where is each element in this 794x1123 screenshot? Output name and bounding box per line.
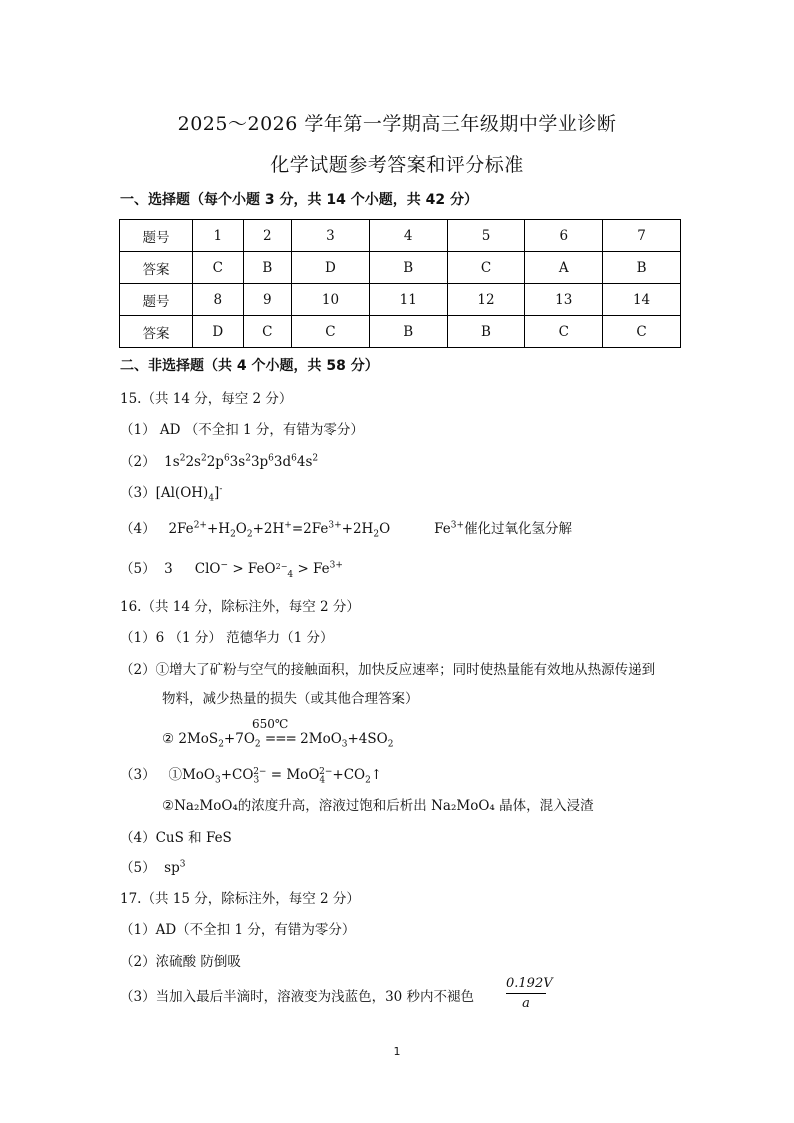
table-cell: C [447, 252, 525, 284]
page-number: 1 [393, 1045, 401, 1058]
q16-answer-5: （5） $sp^3$ [120, 859, 186, 876]
q16-answer-3-line1: （3） $①MoO_3+CO_3^{2-}$ = $MoO_4^{2-}+CO_2↑$ [120, 766, 383, 786]
table-cell: 10 [292, 284, 370, 316]
table-cell: C [292, 316, 370, 348]
table-cell: 14 [603, 284, 681, 316]
table-cell: 答案 [120, 316, 193, 348]
reaction-condition: 650℃ [252, 717, 289, 731]
fraction-denominator: a [522, 996, 530, 1011]
table-cell: A [525, 252, 603, 284]
q17-answer-1: （1）AD（不全扣 1 分，有错为零分） [120, 922, 356, 938]
table-cell: 7 [603, 220, 681, 252]
table-cell: 5 [447, 220, 525, 252]
table-cell: B [603, 252, 681, 284]
table-cell: 12 [447, 284, 525, 316]
table-cell: C [525, 316, 603, 348]
table-cell: C [603, 316, 681, 348]
table-cell: 8 [193, 284, 244, 316]
q15-answer-5: （5） 3 $ClO^- > FeO_{2-4} > Fe^{3+}$ [120, 560, 343, 580]
q16-answer-4: （4）CuS 和 FeS [120, 830, 232, 846]
table-row [120, 316, 681, 348]
section-nonchoice-heading: 二、非选择题（共 4 个小题，共 58 分） [120, 358, 379, 374]
table-cell: B [369, 252, 447, 284]
section-choice-heading: 一、选择题（每个小题 3 分，共 14 个小题，共 42 分） [120, 192, 478, 208]
q16-answer-1: （1）6 （1 分） 范德华力（1 分） [120, 630, 334, 646]
q15-heading: 15.（共 14 分，每空 2 分） [120, 391, 293, 407]
q17-answer-3: （3）当加入最后半滴时，溶液变为浅蓝色，30 秒内不褪色 [120, 989, 475, 1005]
answer-table [119, 219, 681, 348]
q16-answer-3-line2: ②Na₂MoO₄的浓度升高，溶液过饱和后析出 Na₂MoO₄ 晶体，混入浸渣 [162, 798, 594, 814]
q15-answer-3: $(3)[Al(OH)_4]^-$ [120, 484, 223, 504]
fraction-numerator: 0.192V [506, 976, 546, 994]
table-cell: 9 [243, 284, 292, 316]
table-cell: 2 [243, 220, 292, 252]
q15-answer-1: （1） AD （不全扣 1 分，有错为零分） [120, 422, 364, 438]
table-cell: B [447, 316, 525, 348]
table-cell: 6 [525, 220, 603, 252]
q15-answer-4: （4） $2Fe^{2+}+H_2O_2+2H^+=2Fe^{3+}+2H_2O$ $Fe^{3+}$催化过氧化氢分解 [120, 520, 573, 540]
q16-heading: 16.（共 14 分，除标注外，每空 2 分） [120, 599, 360, 615]
table-cell: D [193, 316, 244, 348]
table-row [120, 252, 681, 284]
table-cell: 1 [193, 220, 244, 252]
table-cell: 答案 [120, 252, 193, 284]
table-cell: C [193, 252, 244, 284]
q16-answer-2-line2: 物料，减少热量的损失（或其他合理答案） [162, 691, 419, 707]
table-cell: 题号 [120, 220, 193, 252]
table-cell: 4 [369, 220, 447, 252]
table-row [120, 220, 681, 252]
q17-answer-2: （2）浓硫酸 防倒吸 [120, 954, 241, 970]
table-cell: C [243, 316, 292, 348]
table-cell: D [292, 252, 370, 284]
q16-answer-2-equation: ② $2MoS_2+7O_2$ === $2MoO_3+4SO_2$ [162, 731, 394, 750]
table-row [120, 284, 681, 316]
q15-answer-2: （2） $1s^22s^22p^63s^23p^63d^64s^2$ [120, 453, 319, 470]
table-cell: 13 [525, 284, 603, 316]
table-cell: 11 [369, 284, 447, 316]
fraction-expression [506, 976, 553, 1011]
table-cell: B [243, 252, 292, 284]
table-cell: 3 [292, 220, 370, 252]
q16-answer-2-line1: （2）①增大了矿粉与空气的接触面积，加快反应速率；同时使热量能有效地从热源传递到 [120, 662, 656, 678]
exam-subtitle: 化学试题参考答案和评分标准 [270, 154, 524, 176]
table-cell: B [369, 316, 447, 348]
q17-heading: 17.（共 15 分，除标注外，每空 2 分） [120, 891, 360, 907]
table-cell: 题号 [120, 284, 193, 316]
exam-title: 2025～2026 学年第一学期高三年级期中学业诊断 [177, 113, 617, 135]
